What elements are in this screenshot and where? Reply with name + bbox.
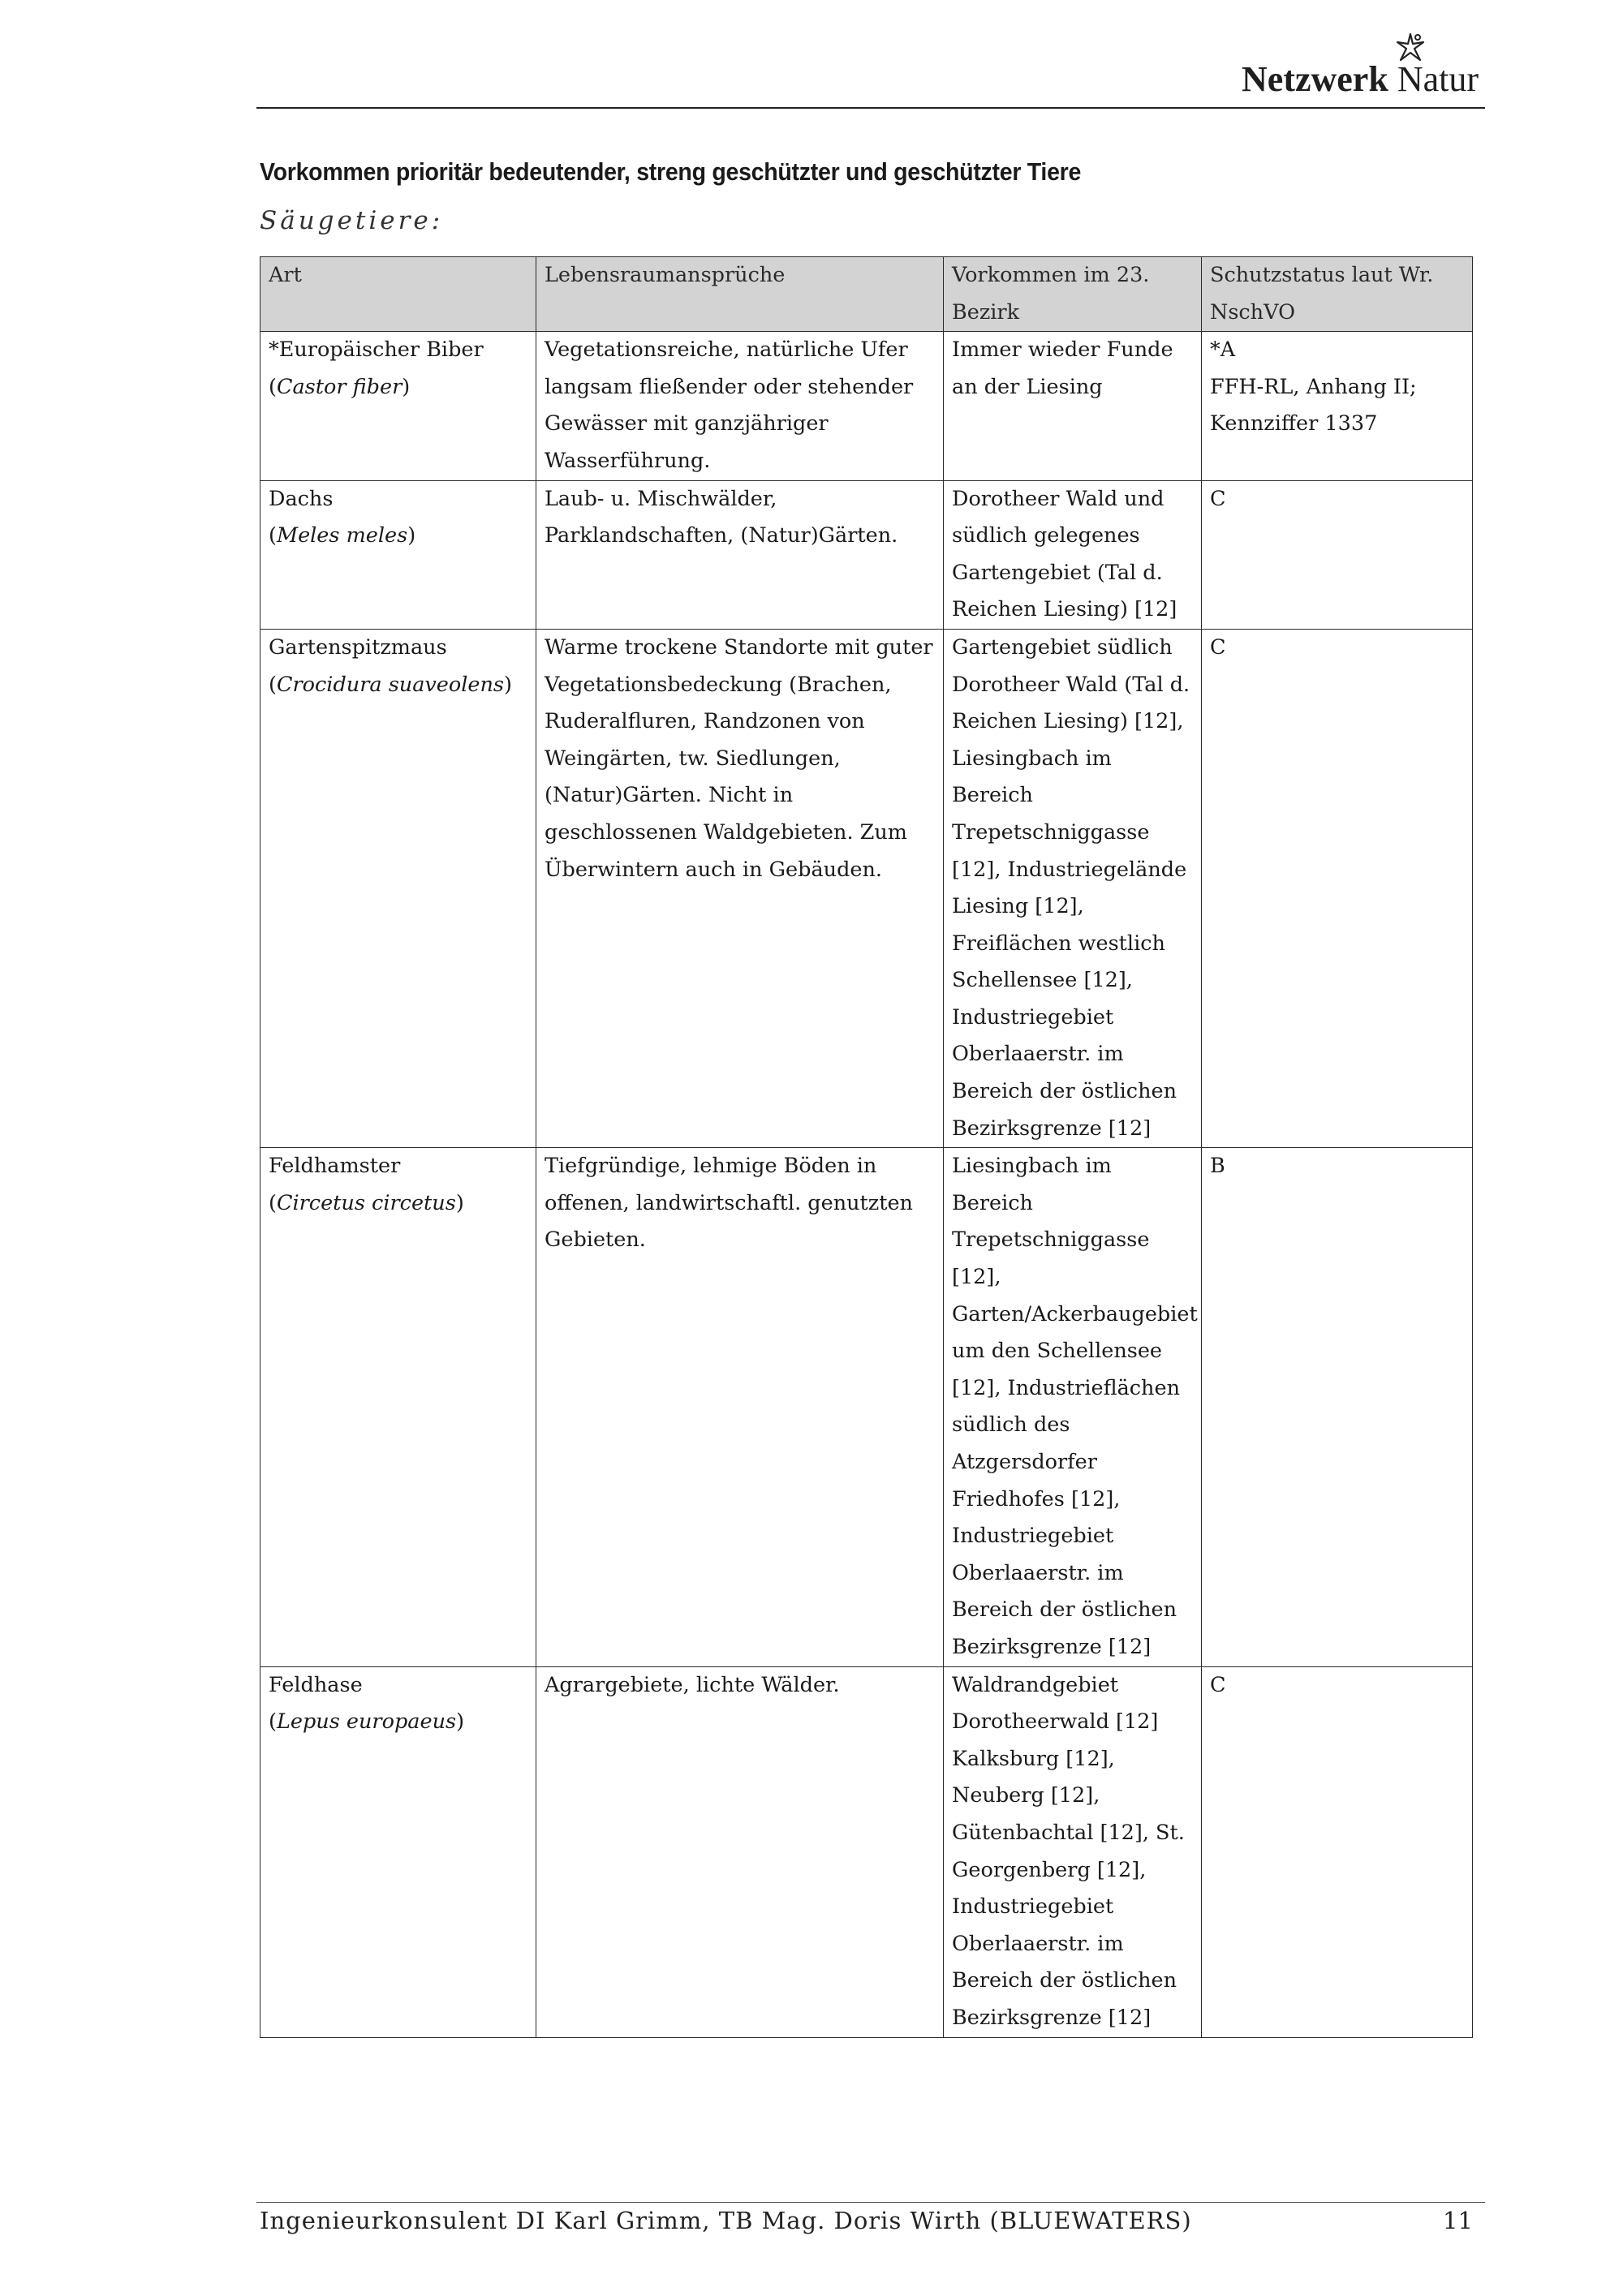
column-header-occurrence: Vorkommen im 23. Bezirk xyxy=(944,257,1202,332)
occurrence-cell: Liesingbach im Bereich Trepetschniggasse [12], Garten/Ackerbaugebiet um den Schellensee [12], Industrieflächen südlich des Atzgersdorfer Friedhofes [12], Industriegebiet Oberlaaerstr. im Bereich der östlichen Bezirksgrenze [12] xyxy=(944,1148,1202,1666)
column-header-habitat: Lebensraumansprüche xyxy=(536,257,944,332)
species-latin-name: (Crocidura suaveolens) xyxy=(269,672,512,697)
occurrence-cell: Dorotheer Wald und südlich gelegenes Gartengebiet (Tal d. Reichen Liesing) [12] xyxy=(944,480,1202,629)
species-name: Gartenspitzmaus xyxy=(269,634,447,660)
species-name: *Europäischer Biber xyxy=(269,338,484,363)
species-latin-name: (Castor fiber) xyxy=(269,374,411,399)
table-row xyxy=(260,1148,1473,1666)
footer-authors: Ingenieurkonsulent DI Karl Grimm, TB Mag. Doris Wirth (BLUEWATERS) xyxy=(260,2207,1192,2234)
status-line: B xyxy=(1210,1154,1225,1179)
occurrence-cell: Waldrandgebiet Dorotheerwald [12] Kalksburg [12], Neuberg [12], Gütenbachtal [12], St. Georgenberg [12], Industriegebiet Oberlaaerstr. im Bereich der östlichen Bezirksgrenze [12] xyxy=(944,1666,1202,2037)
table-header-row xyxy=(260,257,1473,332)
status-line: C xyxy=(1210,634,1226,660)
table-row xyxy=(260,1666,1473,2037)
species-latin-name: (Lepus europaeus) xyxy=(269,1709,465,1735)
status-line: C xyxy=(1210,1672,1226,1697)
status-cell xyxy=(1202,332,1473,480)
status-line: *A xyxy=(1210,338,1236,363)
status-line: C xyxy=(1210,486,1226,511)
header-divider xyxy=(256,107,1485,109)
habitat-cell: Vegetationsreiche, natürliche Ufer langsam fließender oder stehender Gewässer mit ganzjähriger Wasserführung. xyxy=(536,332,944,480)
section-heading: Säugetiere: xyxy=(260,206,444,235)
status-cell xyxy=(1202,1148,1473,1666)
status-cell xyxy=(1202,629,1473,1147)
habitat-cell: Agrargebiete, lichte Wälder. xyxy=(536,1666,944,2037)
habitat-cell: Warme trockene Standorte mit guter Vegetationsbedeckung (Brachen, Ruderalfluren, Randzonen von Weingärten, tw. Siedlungen, (Natur)Gärten. Nicht in geschlossenen Waldgebieten. Zum Überwintern auch in Gebäuden. xyxy=(536,629,944,1147)
logo-regular-word: Natur xyxy=(1397,59,1479,99)
species-cell xyxy=(260,480,536,629)
occurrence-cell: Gartengebiet südlich Dorotheer Wald (Tal d. Reichen Liesing) [12], Liesingbach im Bereich Trepetschniggasse [12], Industriegelände Liesing [12], Freiflächen westlich Schellensee [12], Industriegebiet Oberlaaerstr. im Bereich der östlichen Bezirksgrenze [12] xyxy=(944,629,1202,1147)
species-name: Dachs xyxy=(269,486,334,511)
species-table xyxy=(260,256,1473,2038)
page-number: 11 xyxy=(1443,2207,1473,2234)
species-name: Feldhase xyxy=(269,1672,363,1697)
footer-divider xyxy=(256,2202,1485,2203)
table-row xyxy=(260,629,1473,1147)
occurrence-cell: Immer wieder Funde an der Liesing xyxy=(944,332,1202,480)
status-line: FFH-RL, Anhang II; xyxy=(1210,374,1417,399)
species-name: Feldhamster xyxy=(269,1154,401,1179)
logo-bold-word: Netzwerk xyxy=(1242,59,1388,99)
habitat-cell: Tiefgründige, lehmige Böden in offenen, landwirtschaftl. genutzten Gebieten. xyxy=(536,1148,944,1666)
brand-logo xyxy=(1242,58,1479,100)
table-row xyxy=(260,480,1473,629)
table-row xyxy=(260,332,1473,480)
status-cell xyxy=(1202,1666,1473,2037)
column-header-status: Schutzstatus laut Wr. NschVO xyxy=(1202,257,1473,332)
species-cell xyxy=(260,629,536,1147)
species-latin-name: (Circetus circetus) xyxy=(269,1190,464,1215)
species-cell xyxy=(260,332,536,480)
status-line: Kennziffer 1337 xyxy=(1210,411,1378,436)
species-cell xyxy=(260,1148,536,1666)
species-latin-name: (Meles meles) xyxy=(269,523,416,548)
status-cell xyxy=(1202,480,1473,629)
document-title: Vorkommen prioritär bedeutender, streng geschützter und geschützter Tiere xyxy=(260,157,1082,186)
habitat-cell: Laub- u. Mischwälder, Parklandschaften, (Natur)Gärten. xyxy=(536,480,944,629)
species-cell xyxy=(260,1666,536,2037)
column-header-art: Art xyxy=(260,257,536,332)
